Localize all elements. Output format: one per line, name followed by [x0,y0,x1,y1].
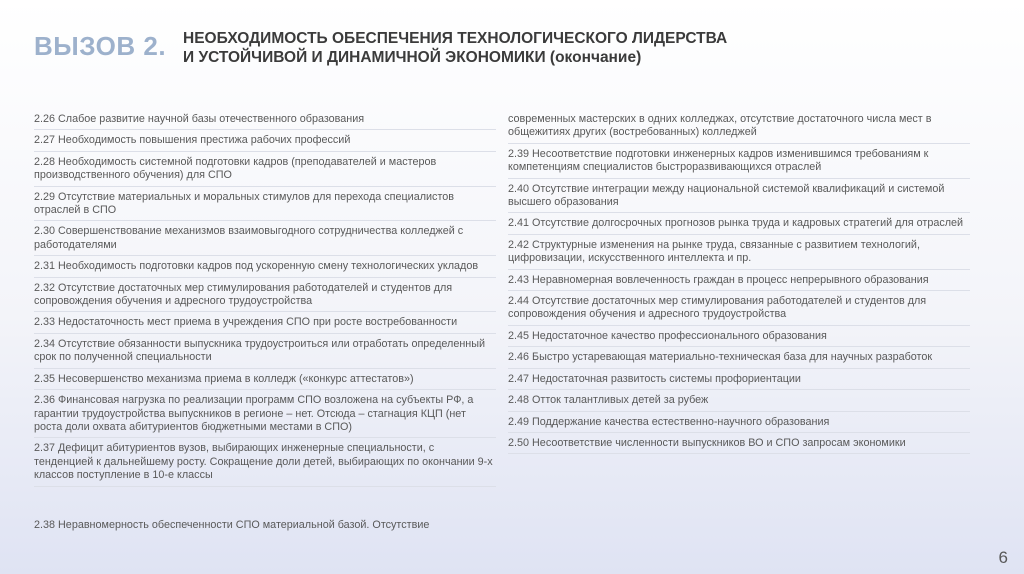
list-item: 2.41 Отсутствие долгосрочных прогнозов рынка труда и кадровых стратегий для отраслей [508,217,970,234]
list-item: 2.27 Необходимость повышения престижа рабочих профессий [34,134,496,151]
challenge-label: ВЫЗОВ 2. [34,31,167,61]
slide-title [183,29,823,67]
list-item: 2.42 Структурные изменения на рынке труда, связанные с развитием технологий, цифровизации, искусственного интеллекта и пр. [508,239,970,270]
list-item: 2.47 Недостаточная развитость системы профориентации [508,373,970,390]
list-item: 2.31 Необходимость подготовки кадров под ускоренную смену технологических укладов [34,260,496,277]
slide-title-line-1: НЕОБХОДИМОСТЬ ОБЕСПЕЧЕНИЯ ТЕХНОЛОГИЧЕСКОГО ЛИДЕРСТВА [183,30,728,47]
list-item: 2.32 Отсутствие достаточных мер стимулирования работодателей и студентов для сопровождения обучения и адресного трудоустройства [34,282,496,313]
list-item: 2.37 Дефицит абитуриентов вузов, выбирающих инженерные специальности, с тенденцией к дальнейшему росту. Сокращение доли детей, выбирающих по окончании 9-х классов поступление в 10-е классы [34,442,496,486]
left-column [34,113,496,539]
list-item: 2.26 Слабое развитие научной базы отечественного образования [34,113,496,130]
page-number: 6 [998,548,1008,567]
list-item: 2.35 Несовершенство механизма приема в колледж («конкурс аттестатов») [34,373,496,390]
list-item: 2.34 Отсутствие обязанности выпускника трудоустроиться или отработать определенный срок по полученной специальности [34,338,496,369]
slide-title-line-2: И УСТОЙЧИВОЙ И ДИНАМИЧНОЙ ЭКОНОМИКИ (окончание) [183,49,642,66]
list-item: 2.29 Отсутствие материальных и моральных стимулов для перехода специалистов отраслей в СПО [34,191,496,222]
list-item: 2.48 Отток талантливых детей за рубеж [508,394,970,411]
list-item: 2.44 Отсутствие достаточных мер стимулирования работодателей и студентов для сопровождения обучения и адресного трудоустройства [508,295,970,326]
list-item: 2.28 Необходимость системной подготовки кадров (преподавателей и мастеров производственного обучения) для СПО [34,156,496,187]
list-item: 2.36 Финансовая нагрузка по реализации программ СПО возложена на субъекты РФ, а гарантии трудоустройства выпускников в регионе – нет. Отсюда – стагнация КЦП (нет роста доли охвата абитуриентов бюджетными местами в СПО) [34,394,496,438]
list-item: 2.50 Несоответствие численности выпускников ВО и СПО запросам экономики [508,437,970,454]
list-item: 2.43 Неравномерная вовлеченность граждан в процесс непрерывного образования [508,274,970,291]
list-item: современных мастерских в одних колледжах, отсутствие достаточного числа мест в общежитиях других (востребованных) колледжей [508,113,970,144]
list-item: 2.33 Недостаточность мест приема в учреждения СПО при росте востребованности [34,316,496,333]
list-item: 2.45 Недостаточное качество профессионального образования [508,330,970,347]
list-item: 2.39 Несоответствие подготовки инженерных кадров изменившимся требованиям к компетенциям специалистов быстроразвивающихся отраслей [508,148,970,179]
list-item: 2.40 Отсутствие интеграции между национальной системой квалификаций и системой высшего образования [508,183,970,214]
list-item: 2.38 Неравномерность обеспеченности СПО материальной базой. Отсутствие [34,518,430,531]
right-column [508,113,970,458]
list-item: 2.49 Поддержание качества естественно-научного образования [508,416,970,433]
list-item: 2.46 Быстро устаревающая материально-техническая база для научных разработок [508,351,970,368]
list-item: 2.30 Совершенствование механизмов взаимовыгодного сотрудничества колледжей с работодателями [34,225,496,256]
